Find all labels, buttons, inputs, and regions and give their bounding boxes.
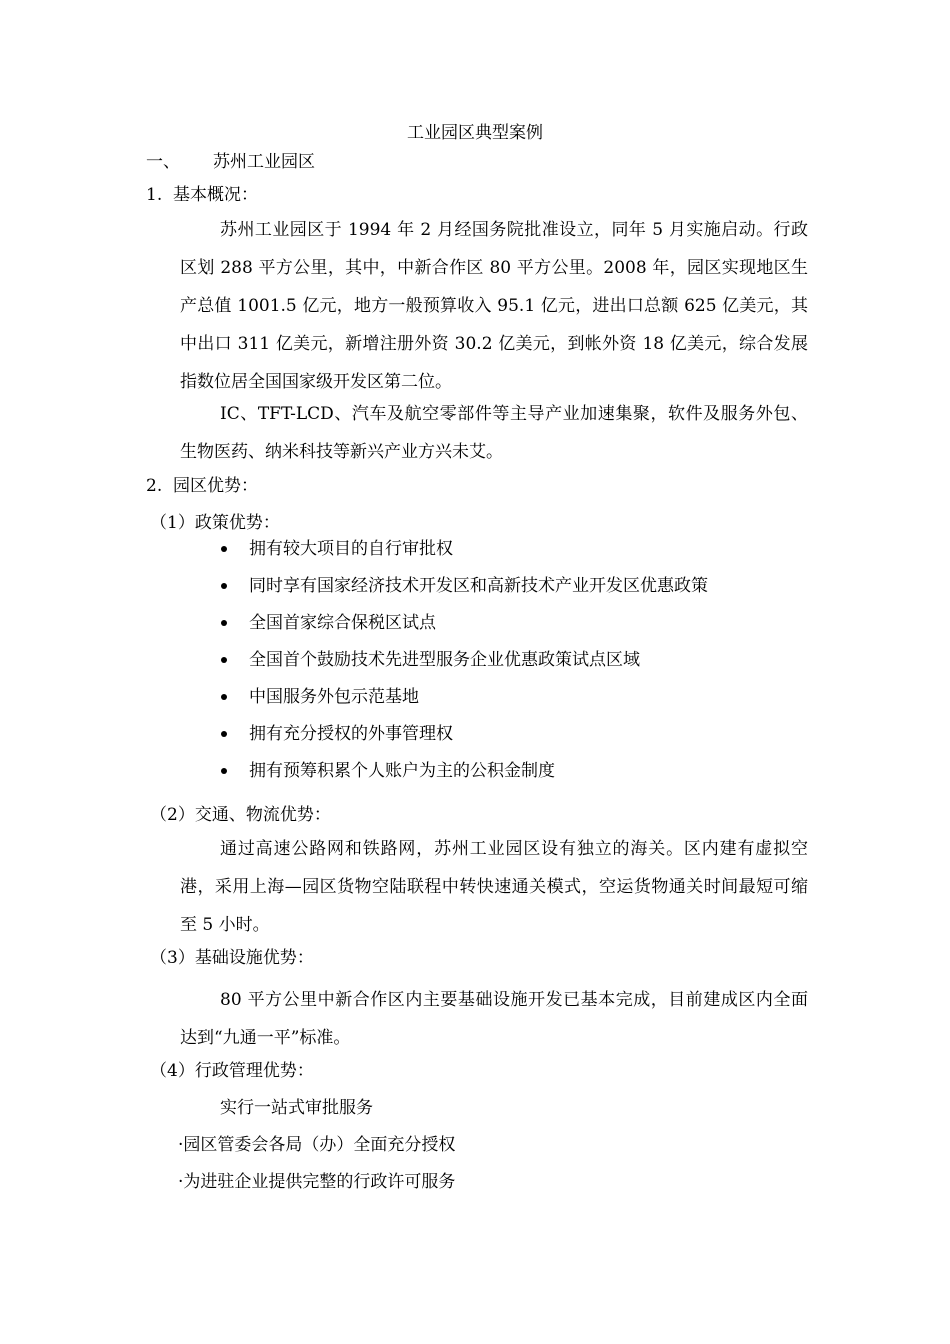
heading-basic-overview: 基本概况： (173, 185, 258, 205)
section-number: 一、 (146, 152, 180, 172)
subheading-transport: （2）交通、物流优势： (150, 805, 331, 825)
admin-line-licensing: ·为进驻企业提供完整的行政许可服务 (178, 1172, 456, 1192)
list-item: 全国首家综合保税区试点 (218, 612, 708, 649)
bullet-icon (221, 694, 227, 700)
document-title: 工业园区典型案例 (407, 123, 543, 143)
bullet-icon (221, 731, 227, 737)
bullet-icon (221, 546, 227, 552)
paragraph-industries: IC、TFT-LCD、汽车及航空零部件等主导产业加速集聚，软件及服务外包、生物医药、纳米科技等新兴产业方兴未艾。 (180, 404, 808, 462)
paragraph-transport: 通过高速公路网和铁路网，苏州工业园区设有独立的海关。区内建有虚拟空港，采用上海—园区货物空陆联程中转快速通关模式，空运货物通关时间最短可缩至 5 小时。 (180, 839, 808, 935)
heading-park-advantages: 园区优势： (173, 476, 258, 496)
admin-line-one-stop: 实行一站式审批服务 (220, 1098, 373, 1118)
list-item: 同时享有国家经济技术开发区和高新技术产业开发区优惠政策 (218, 575, 708, 612)
heading-number-1: 1. (146, 185, 163, 205)
paragraph-infrastructure: 80 平方公里中新合作区内主要基础设施开发已基本完成，目前建成区内全面达到“九通一平”标准。 (180, 990, 808, 1048)
list-item: 拥有充分授权的外事管理权 (218, 723, 708, 760)
subheading-infrastructure: （3）基础设施优势： (150, 948, 314, 968)
list-item: 拥有预筹积累个人账户为主的公积金制度 (218, 760, 708, 797)
heading-number-2: 2. (146, 476, 163, 496)
policy-bullet-list (218, 538, 708, 797)
list-item: 拥有较大项目的自行审批权 (218, 538, 708, 575)
bullet-icon (221, 583, 227, 589)
list-item: 中国服务外包示范基地 (218, 686, 708, 723)
admin-line-authorization: ·园区管委会各局（办）全面充分授权 (178, 1135, 456, 1155)
paragraph-overview: 苏州工业园区于 1994 年 2 月经国务院批准设立，同年 5 月实施启动。行政区划 288 平方公里，其中，中新合作区 80 平方公里。2008 年，园区实现地区生产总值 1001.5 亿元，地方一般预算收入 95.1 亿元，进出口总额 625 亿美元，其中出口 311 亿美元，新增注册外资 30.2 亿美元，到帐外资 18 亿美元，综合发展指数位居全国国家级开发区第二位。 (180, 220, 808, 392)
section-title: 苏州工业园区 (213, 152, 315, 172)
bullet-icon (221, 768, 227, 774)
list-item: 全国首个鼓励技术先进型服务企业优惠政策试点区域 (218, 649, 708, 686)
subheading-policy: （1）政策优势： (150, 513, 280, 533)
subheading-administration: （4）行政管理优势： (150, 1061, 314, 1081)
bullet-icon (221, 657, 227, 663)
bullet-icon (221, 620, 227, 626)
